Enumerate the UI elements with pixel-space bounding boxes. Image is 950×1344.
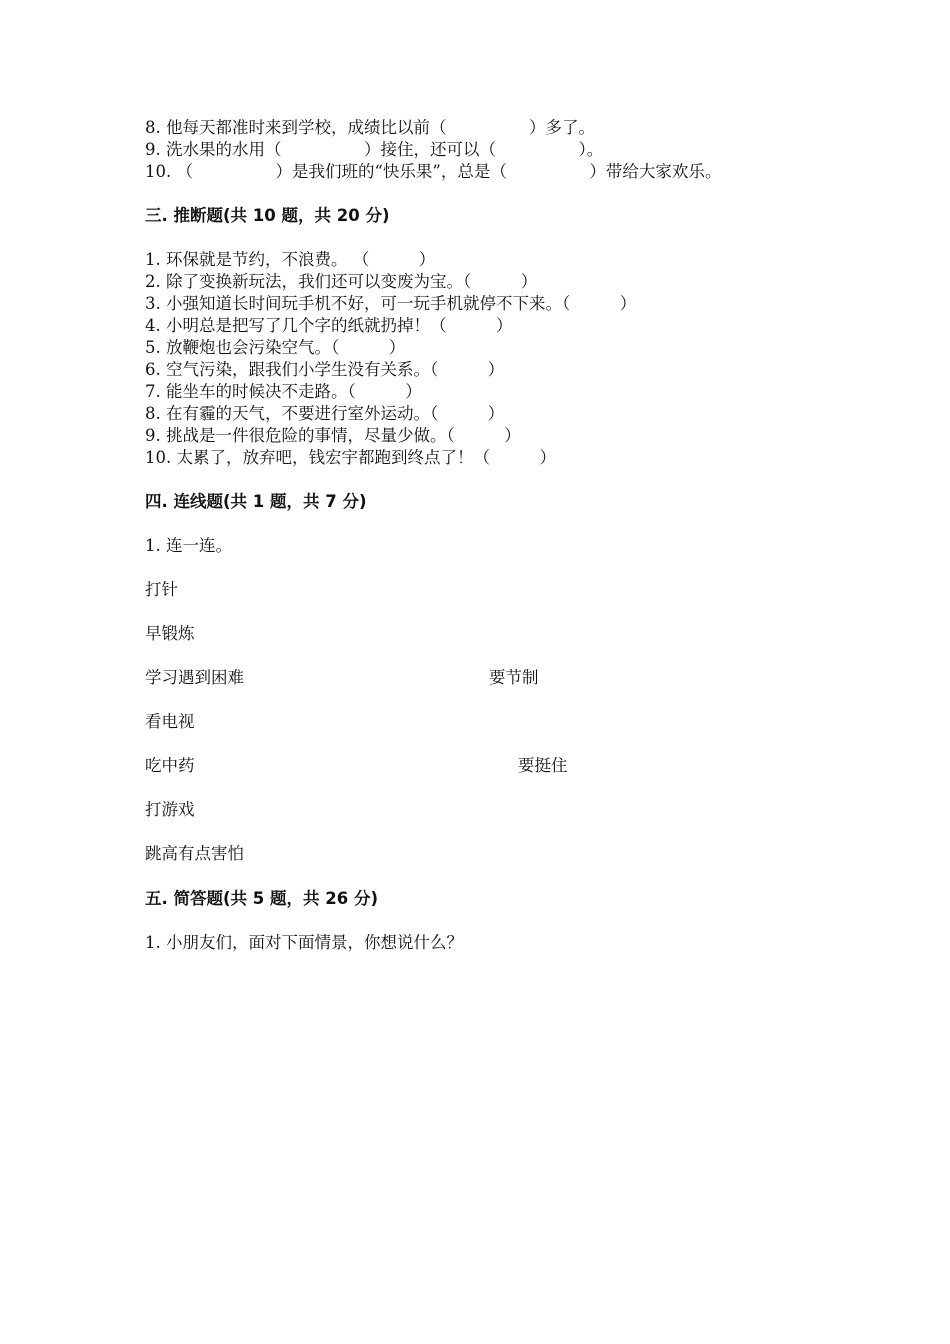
fill-in-question-8: 8. 他每天都准时来到学校，成绩比以前（ ）多了。 (145, 118, 595, 137)
judgment-question-10: 10. 太累了，放弃吧，钱宏宇都跑到终点了！（ ） (145, 448, 556, 467)
match-left-item-6: 打游戏 (145, 800, 195, 819)
judgment-question-2: 2. 除了变换新玩法，我们还可以变废为宝。（ ） (145, 272, 538, 291)
judgment-question-4: 4. 小明总是把写了几个字的纸就扔掉！（ ） (145, 316, 513, 335)
judgment-question-1: 1. 环保就是节约，不浪费。 （ ） (145, 250, 436, 269)
section-5-heading: 五. 简答题(共 5 题，共 26 分) (145, 889, 379, 908)
short-answer-question-1: 1. 小朋友们，面对下面情景，你想说什么？ (145, 933, 463, 952)
match-left-item-5: 吃中药 (145, 756, 195, 775)
fill-in-question-10: 10. （ ）是我们班的“快乐果”，总是（ ）带给大家欢乐。 (145, 162, 722, 181)
section-4-heading: 四. 连线题(共 1 题，共 7 分) (145, 492, 367, 511)
judgment-question-8: 8. 在有霾的天气，不要进行室外运动。（ ） (145, 404, 505, 423)
match-left-item-7: 跳高有点害怕 (145, 844, 244, 863)
matching-question: 1. 连一连。 (145, 536, 232, 555)
match-left-item-2: 早锻炼 (145, 624, 195, 643)
judgment-question-6: 6. 空气污染，跟我们小学生没有关系。（ ） (145, 360, 505, 379)
judgment-question-7: 7. 能坐车的时候决不走路。（ ） (145, 382, 422, 401)
judgment-question-3: 3. 小强知道长时间玩手机不好，可一玩手机就停不下来。（ ） (145, 294, 637, 313)
judgment-question-5: 5. 放鞭炮也会污染空气。（ ） (145, 338, 406, 357)
match-right-item-2: 要挺住 (518, 756, 568, 775)
match-left-item-3: 学习遇到困难 (145, 668, 244, 687)
judgment-question-9: 9. 挑战是一件很危险的事情，尽量少做。（ ） (145, 426, 521, 445)
match-left-item-4: 看电视 (145, 712, 195, 731)
fill-in-question-9: 9. 洗水果的水用（ ）接住，还可以（ ）。 (145, 140, 604, 159)
section-3-heading: 三. 推断题(共 10 题，共 20 分) (145, 206, 390, 225)
match-right-item-1: 要节制 (489, 668, 539, 687)
match-left-item-1: 打针 (145, 580, 178, 599)
